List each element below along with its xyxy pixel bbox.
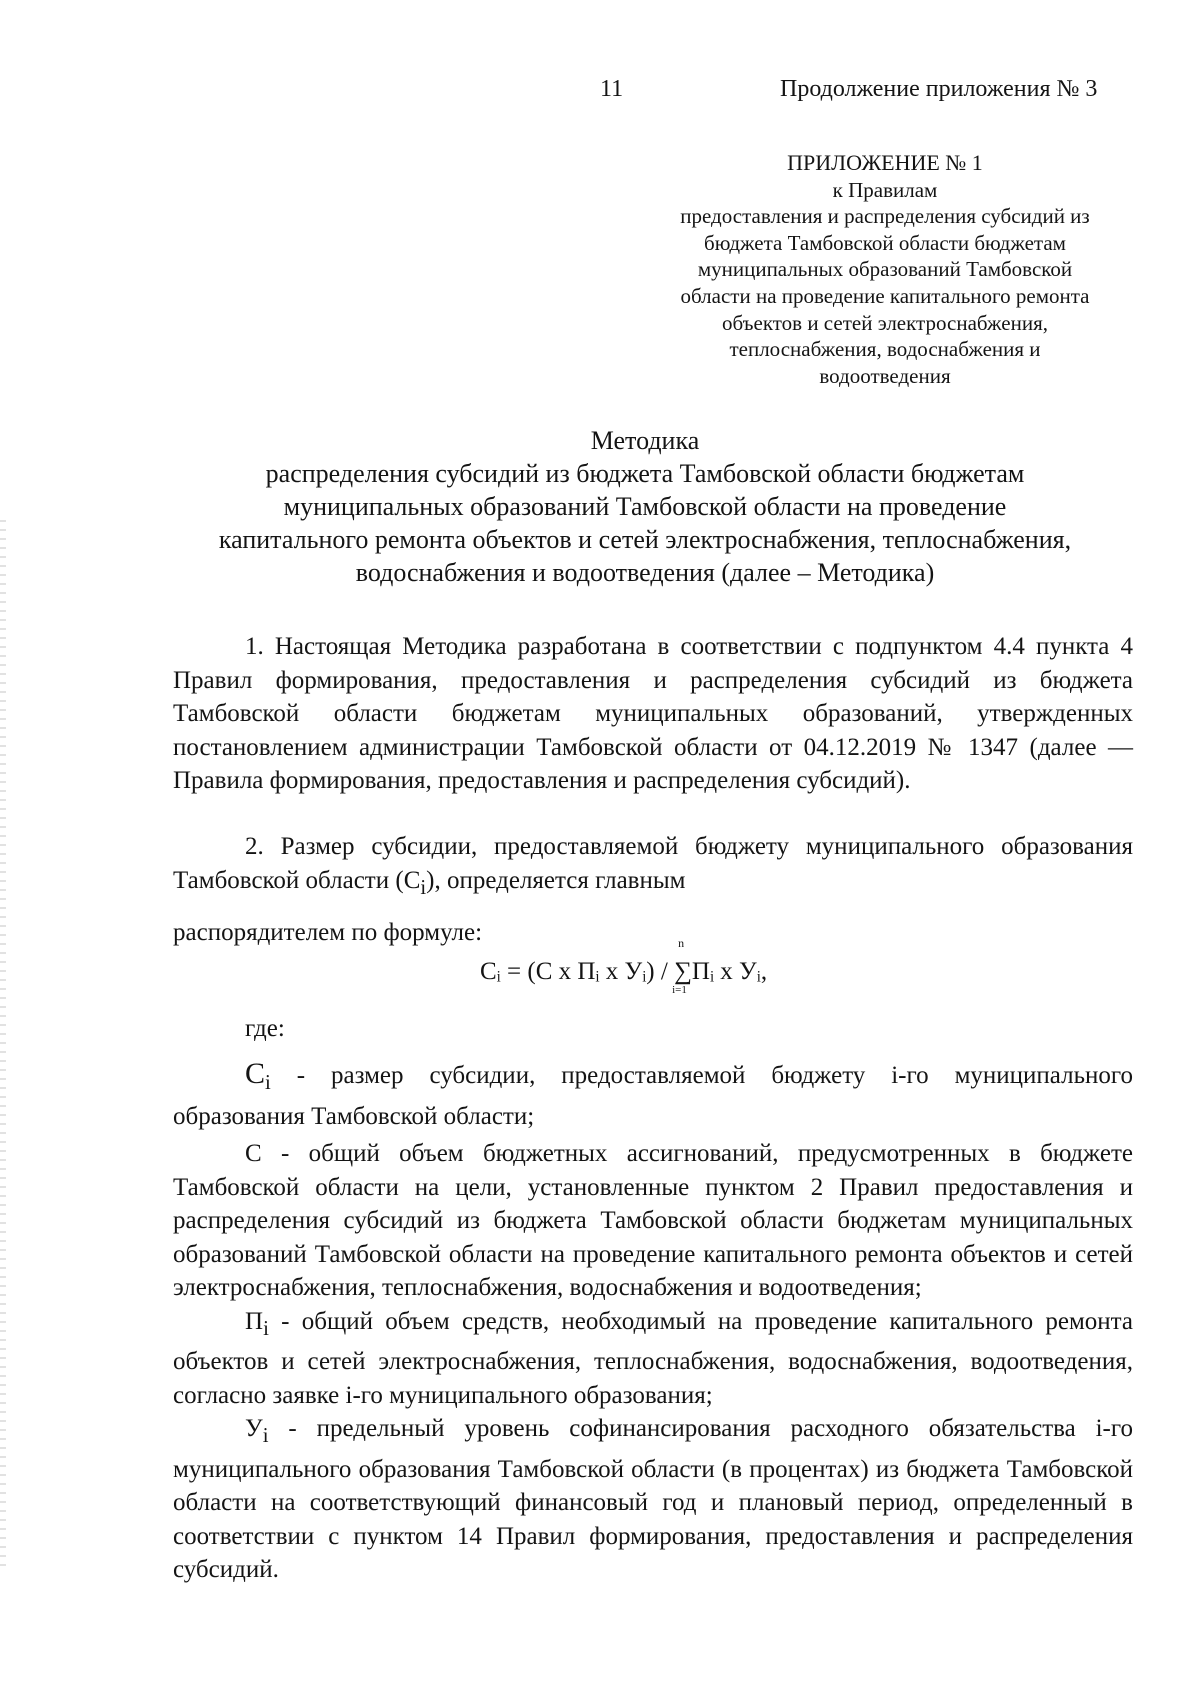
method-subtitle-line: муниципальных образований Тамбовской области на проведение [283, 492, 1007, 521]
definition-symbol: П [245, 1307, 264, 1335]
sum-symbol: ∑ [674, 958, 692, 985]
method-subtitle-line: капитального ремонта объектов и сетей электроснабжения, теплоснабжения, [218, 525, 1072, 554]
definition-subscript: i [262, 1423, 269, 1447]
definition-subscript: i [265, 1070, 271, 1094]
definition-subscript: i [263, 1315, 269, 1340]
annex-line: муниципальных образований Тамбовской [697, 257, 1073, 282]
method-heading [165, 424, 1125, 589]
formula-right: Пᵢ х Уᵢ, [691, 958, 768, 985]
definition-symbol: С [245, 1140, 262, 1167]
sum-upper-limit: n [678, 936, 685, 950]
annex-line: области на проведение капитального ремонта [680, 283, 1090, 308]
annex-line: объектов и сетей электроснабжения, [721, 310, 1048, 335]
annex-title: ПРИЛОЖЕНИЕ № 1 [787, 150, 983, 175]
annex-line: водоотведения [819, 363, 951, 388]
method-subtitle-line: распределения субсидий из бюджета Тамбовской области бюджетам [265, 459, 1025, 488]
definition-item [173, 1137, 1133, 1305]
where-label: где: [245, 1015, 285, 1042]
method-subtitle-line: водоснабжения и водоотведения (далее – Методика) [355, 558, 935, 587]
annex-line: предоставления и распределения субсидий из [680, 204, 1090, 229]
paragraph-2 [173, 830, 1133, 950]
definition-text: - общий объем средств, необходимый на проведение капитального ремонта объектов и сетей электроснабжения, теплоснабжения, водоснабжения, водоотведения, согласно заявке i-го муниципального образования; [173, 1307, 1133, 1409]
formula-left: Сᵢ = (С х Пᵢ х Уᵢ) / [480, 958, 675, 985]
definition-symbol: С [245, 1057, 266, 1090]
scan-margin-marks [0, 520, 6, 1570]
page-number: 11 [600, 76, 624, 102]
method-title: Методика [590, 426, 700, 455]
annex-line: к Правилам [832, 177, 938, 202]
subsidy-formula [480, 936, 768, 996]
paragraph-2-text [173, 830, 1133, 904]
paragraph-2-subscript: i [420, 874, 427, 899]
annex-line: теплоснабжения, водоснабжения и [729, 337, 1041, 362]
paragraph-2-start: 2. Размер субсидии, предоставляемой бюджету муниципального образования Тамбовской области (С [173, 833, 1133, 894]
definition-symbol: У [245, 1415, 263, 1442]
paragraph-2-end: ), определяется главным [426, 866, 686, 894]
paragraph-2-last-line: распорядителем по формуле: [173, 919, 483, 946]
definition-text: - общий объем бюджетных ассигнований, предусмотренных в бюджете Тамбовской области на цели, установленные пунктом 2 Правил предоставления и распределения субсидий из бюджета Тамбовской области бюджетам муниципальных образований Тамбовской области на проведение капитального ремонта объектов и сетей электроснабжения, теплоснабжения, водоснабжения и водоотведения; [173, 1140, 1133, 1301]
definitions-list [173, 1057, 1133, 1587]
sum-icon [672, 936, 692, 996]
annex-block [620, 150, 1150, 389]
definition-text: - размер субсидии, предоставляемой бюджету i-го муниципального образования Тамбовской области; [173, 1062, 1133, 1130]
sum-lower-limit: i=1 [672, 984, 687, 996]
definition-text: - предельный уровень софинансирования расходного обязательства i-го муниципального образования Тамбовской области (в процентах) из бюджета Тамбовской области на соответствующий финансовый год и плановый период, определенный в соответствии с пунктом 14 Правил формирования, предоставления и распределения субсидий. [173, 1415, 1133, 1583]
paragraph-1 [173, 630, 1133, 798]
definition-item [173, 1057, 1133, 1133]
paragraph-1-text: 1. Настоящая Методика разработана в соответствии с подпунктом 4.4 пункта 4 Правил формирования, предоставления и распределения субсидий из бюджета Тамбовской области бюджетам муниципальных образований, утвержденных постановлением администрации Тамбовской области от 04.12.2019 № 1347 (далее — Правила формирования, предоставления и распределения субсидий). [173, 633, 1133, 794]
annex-line: бюджета Тамбовской области бюджетам [704, 230, 1066, 255]
definition-item [173, 1412, 1133, 1587]
definition-item [173, 1305, 1133, 1413]
continuation-note: Продолжение приложения № 3 [780, 76, 1098, 102]
